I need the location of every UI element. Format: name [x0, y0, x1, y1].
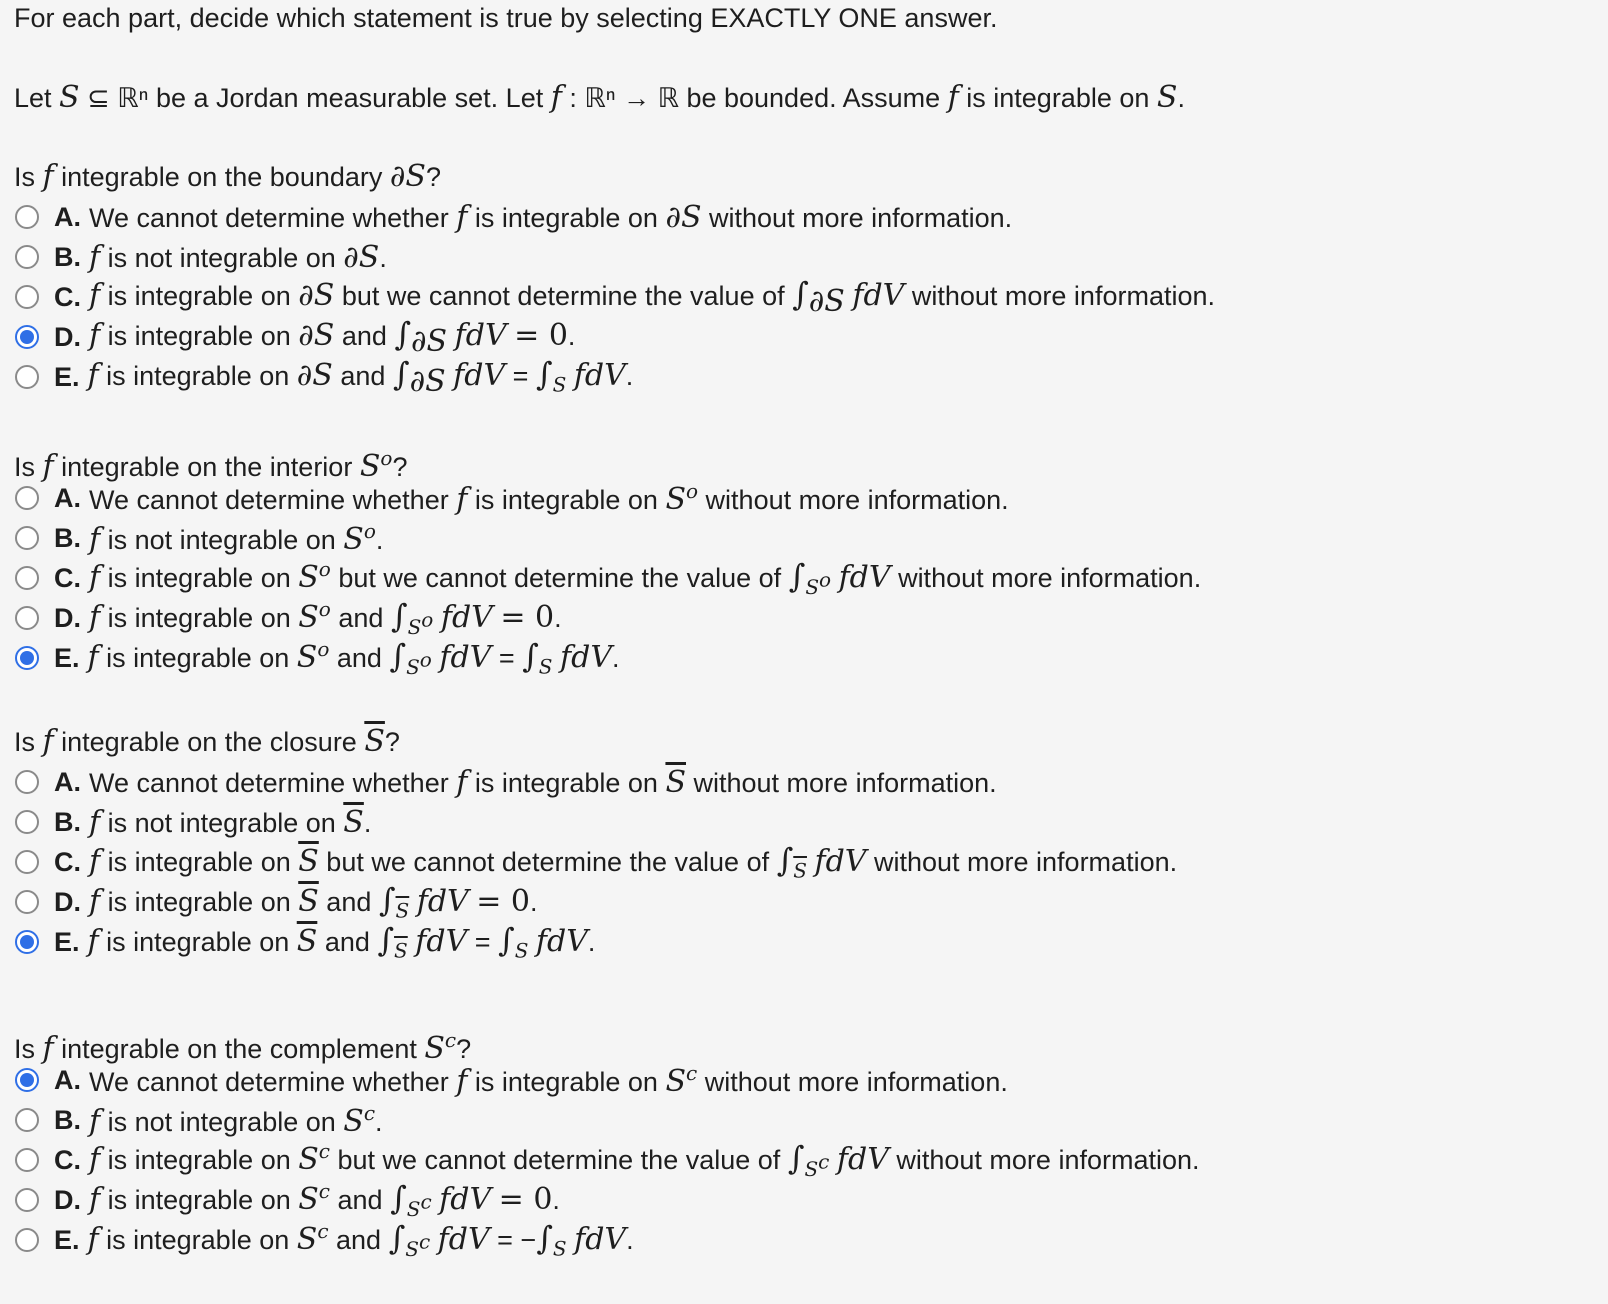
radio-button-selected[interactable]: [15, 325, 39, 349]
option-text: f is integrable on $S^o$ and $\int_{S^o}$ fdV = $\int_S$ fdV.: [87, 637, 620, 679]
answer-option[interactable]: [14, 199, 1012, 235]
option-letter: D.: [54, 1184, 81, 1215]
option-letter: B.: [54, 241, 81, 272]
answer-option[interactable]: [14, 1219, 634, 1261]
answer-option[interactable]: [14, 921, 596, 963]
radio-button[interactable]: [15, 526, 39, 550]
question-prompt: Is f integrable on the complement $S^c$?: [14, 1028, 472, 1066]
radio-button[interactable]: [15, 486, 39, 510]
option-text: f is integrable on $\overline{S}$ and $\int_{\overline{S}}$ fdV = $\int_S$ fdV.: [87, 921, 596, 963]
option-letter: E.: [54, 642, 80, 673]
option-text: f is integrable on $S^c$ and $\int_{S^c}$ fdV = 0.: [89, 1179, 560, 1221]
option-letter: C.: [54, 1144, 81, 1175]
option-text: f is not integrable on ∂S.: [89, 239, 387, 275]
option-letter: E.: [54, 926, 80, 957]
option-text: f is integrable on $S^c$ and $\int_{S^c}$ fdV = $-\int_S$ fdV.: [87, 1219, 634, 1261]
radio-button-selected[interactable]: [15, 1068, 39, 1092]
radio-button[interactable]: [15, 205, 39, 229]
option-letter: A.: [54, 482, 81, 513]
option-letter: E.: [54, 361, 80, 392]
answer-option[interactable]: [14, 881, 538, 923]
option-text: f is integrable on $S^c$ but we cannot determine the value of $\int_{S^c}$ fdV without more information.: [89, 1139, 1200, 1181]
radio-button[interactable]: [15, 566, 39, 590]
option-letter: C.: [54, 846, 81, 877]
option-letter: C.: [54, 562, 81, 593]
option-letter: A.: [54, 766, 81, 797]
option-text: We cannot determine whether f is integrable on $S^c$ without more information.: [89, 1061, 1008, 1099]
instructions: For each part, decide which statement is true by selecting EXACTLY ONE answer.: [14, 3, 998, 33]
answer-option[interactable]: [14, 520, 383, 556]
option-letter: B.: [54, 806, 81, 837]
option-letter: A.: [54, 1064, 81, 1095]
option-text: f is integrable on $\overline{S}$ and $\int_{\overline{S}}$ fdV = 0.: [89, 881, 538, 923]
option-text: f is not integrable on $\overline{S}$.: [89, 804, 372, 840]
question-prompt: Is f integrable on the interior $S^o$?: [14, 446, 408, 484]
option-text: f is integrable on $S^o$ and $\int_{S^o}$ fdV = 0.: [89, 597, 562, 639]
answer-option[interactable]: [14, 314, 576, 360]
radio-button[interactable]: [15, 810, 39, 834]
answer-option[interactable]: [14, 1102, 383, 1138]
answer-option[interactable]: [14, 637, 620, 679]
option-text: f is not integrable on $S^o$.: [89, 519, 384, 557]
question-prompt: Is f integrable on the closure $\overline{S}$?: [14, 724, 400, 759]
option-letter: E.: [54, 1224, 80, 1255]
option-text: f is not integrable on $S^c$.: [89, 1101, 383, 1139]
answer-option[interactable]: [14, 239, 387, 275]
radio-button[interactable]: [15, 606, 39, 630]
answer-option[interactable]: [14, 1139, 1200, 1181]
radio-button[interactable]: [15, 1148, 39, 1172]
answer-option[interactable]: [14, 480, 1009, 516]
option-letter: B.: [54, 1104, 81, 1135]
answer-option[interactable]: [14, 274, 1215, 320]
option-letter: D.: [54, 602, 81, 633]
question-prompt: Is f integrable on the boundary ∂S?: [14, 159, 441, 194]
answer-option[interactable]: [14, 764, 997, 800]
option-text: f is integrable on ∂S but we cannot determine the value of $\int_{\partial S}$ fdV without more information.: [89, 274, 1215, 320]
option-text: We cannot determine whether f is integrable on $\overline{S}$ without more information.: [89, 764, 997, 800]
option-text: f is integrable on $S^o$ but we cannot determine the value of $\int_{S^o}$ fdV without more information.: [89, 557, 1202, 599]
radio-button[interactable]: [15, 245, 39, 269]
option-text: We cannot determine whether f is integrable on ∂S without more information.: [89, 199, 1013, 235]
radio-button[interactable]: [15, 285, 39, 309]
answer-option[interactable]: [14, 354, 634, 400]
radio-button-selected[interactable]: [15, 930, 39, 954]
radio-button[interactable]: [15, 1228, 39, 1252]
option-letter: D.: [54, 886, 81, 917]
answer-option[interactable]: [14, 597, 562, 639]
answer-option[interactable]: [14, 557, 1202, 599]
radio-button[interactable]: [15, 365, 39, 389]
option-text: We cannot determine whether f is integrable on $S^o$ without more information.: [89, 479, 1009, 517]
radio-button[interactable]: [15, 1108, 39, 1132]
radio-button[interactable]: [15, 850, 39, 874]
option-letter: B.: [54, 522, 81, 553]
option-letter: D.: [54, 321, 81, 352]
answer-option[interactable]: [14, 804, 371, 840]
radio-button-selected[interactable]: [15, 646, 39, 670]
premise: Let S ⊆ ℝⁿ be a Jordan measurable set. Let f : ℝⁿ → ℝ be bounded. Assume f is integrable on S.: [14, 80, 1185, 115]
option-letter: C.: [54, 281, 81, 312]
radio-button[interactable]: [15, 770, 39, 794]
option-text: f is integrable on $\overline{S}$ but we cannot determine the value of $\int_{\overline{S}}$ fdV without more information.: [89, 841, 1178, 883]
option-text: f is integrable on ∂S and $\int_{\partial S}$ fdV = 0.: [89, 314, 576, 360]
option-letter: A.: [54, 201, 81, 232]
radio-button[interactable]: [15, 890, 39, 914]
answer-option[interactable]: [14, 841, 1178, 883]
answer-option[interactable]: [14, 1179, 560, 1221]
option-text: f is integrable on ∂S and $\int_{\partial S}$ fdV = $\int_S$ fdV.: [87, 354, 634, 400]
radio-button[interactable]: [15, 1188, 39, 1212]
answer-option[interactable]: [14, 1062, 1008, 1098]
